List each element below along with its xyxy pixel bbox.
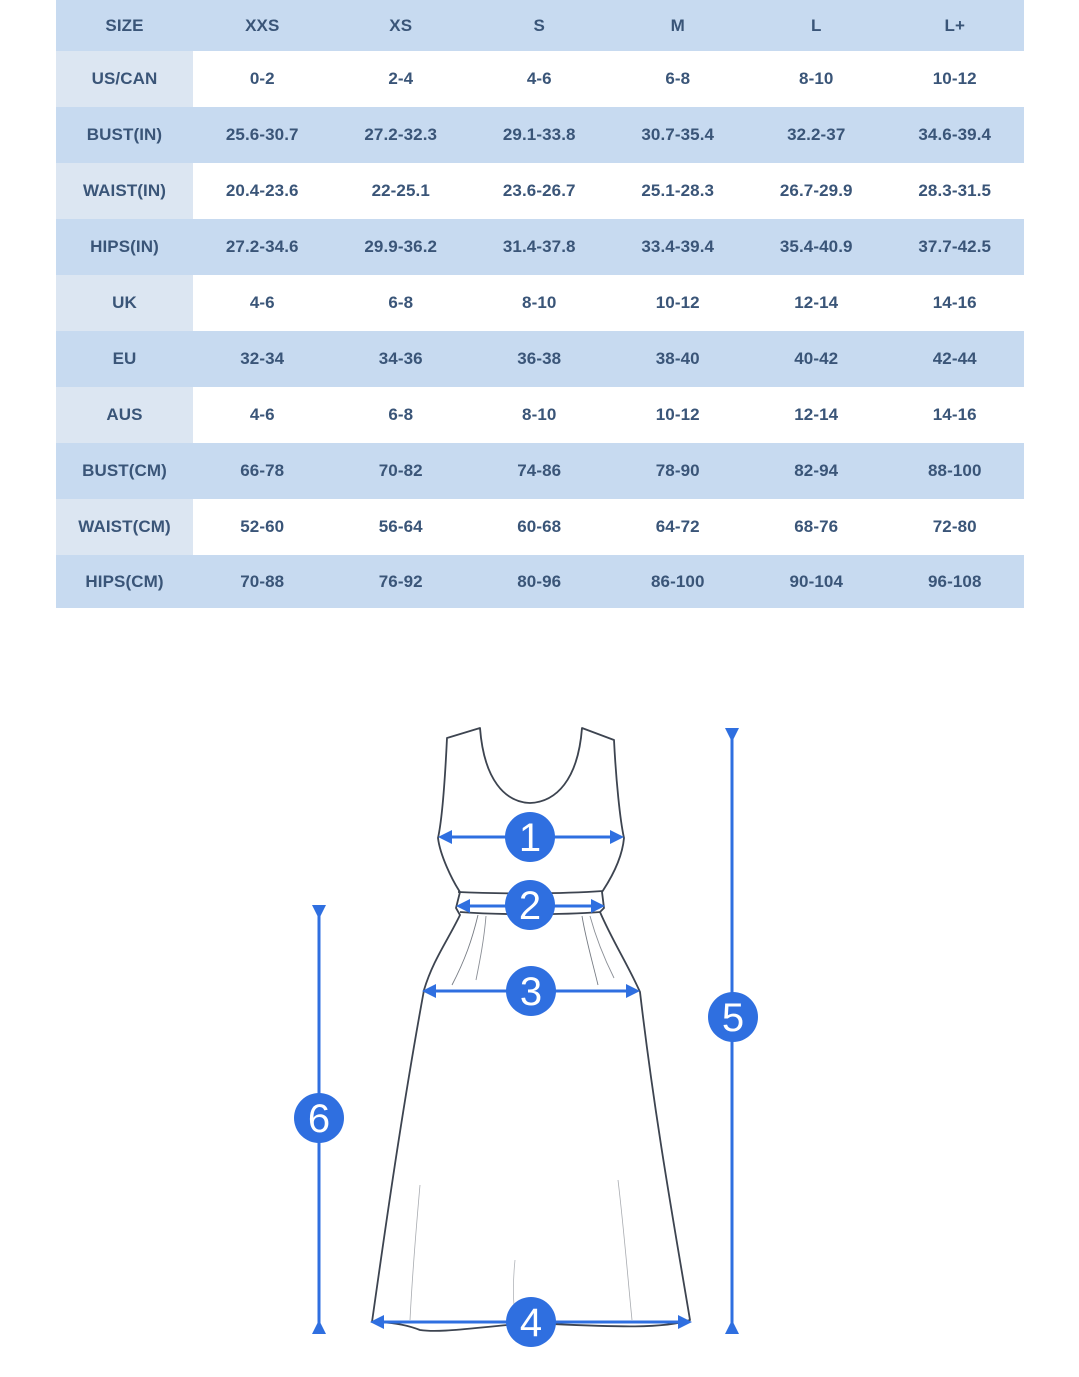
table-cell: 27.2-34.6 bbox=[193, 219, 332, 275]
row-label: HIPS(CM) bbox=[56, 555, 193, 608]
table-cell: 14-16 bbox=[886, 275, 1025, 331]
svg-text:5: 5 bbox=[721, 996, 745, 1040]
header-cell-l-plus: L+ bbox=[886, 0, 1025, 51]
table-cell: 14-16 bbox=[886, 387, 1025, 443]
table-row bbox=[56, 163, 1024, 219]
table-cell: 34.6-39.4 bbox=[886, 107, 1025, 163]
table-cell: 72-80 bbox=[886, 499, 1025, 555]
table-cell: 37.7-42.5 bbox=[886, 219, 1025, 275]
table-cell: 2-4 bbox=[332, 51, 471, 107]
table-cell: 82-94 bbox=[747, 443, 886, 499]
table-cell: 0-2 bbox=[193, 51, 332, 107]
dress-measurement-diagram bbox=[0, 640, 1079, 1377]
row-label: BUST(IN) bbox=[56, 107, 193, 163]
row-label: EU bbox=[56, 331, 193, 387]
table-cell: 25.1-28.3 bbox=[609, 163, 748, 219]
table-cell: 23.6-26.7 bbox=[470, 163, 609, 219]
svg-text:4: 4 bbox=[519, 1301, 543, 1345]
row-label: UK bbox=[56, 275, 193, 331]
size-table-body bbox=[56, 51, 1024, 608]
size-chart-table bbox=[56, 0, 1024, 608]
table-cell: 86-100 bbox=[609, 555, 748, 608]
table-cell: 56-64 bbox=[332, 499, 471, 555]
marker-6-badge bbox=[294, 1093, 344, 1143]
header-cell-xs: XS bbox=[332, 0, 471, 51]
table-row bbox=[56, 107, 1024, 163]
row-label: BUST(CM) bbox=[56, 443, 193, 499]
table-cell: 78-90 bbox=[609, 443, 748, 499]
table-row bbox=[56, 275, 1024, 331]
header-cell-size: SIZE bbox=[56, 0, 193, 51]
table-cell: 90-104 bbox=[747, 555, 886, 608]
table-cell: 10-12 bbox=[609, 275, 748, 331]
table-cell: 12-14 bbox=[747, 387, 886, 443]
table-cell: 31.4-37.8 bbox=[470, 219, 609, 275]
row-label: WAIST(CM) bbox=[56, 499, 193, 555]
table-cell: 8-10 bbox=[747, 51, 886, 107]
table-cell: 29.9-36.2 bbox=[332, 219, 471, 275]
header-cell-m: M bbox=[609, 0, 748, 51]
row-label: HIPS(IN) bbox=[56, 219, 193, 275]
svg-text:2: 2 bbox=[518, 884, 542, 928]
marker-4-badge bbox=[506, 1297, 556, 1347]
table-cell: 22-25.1 bbox=[332, 163, 471, 219]
table-cell: 28.3-31.5 bbox=[886, 163, 1025, 219]
table-cell: 6-8 bbox=[332, 387, 471, 443]
svg-text:6: 6 bbox=[307, 1097, 331, 1141]
marker-3-badge bbox=[506, 966, 556, 1016]
header-cell-l: L bbox=[747, 0, 886, 51]
table-cell: 32-34 bbox=[193, 331, 332, 387]
table-row bbox=[56, 331, 1024, 387]
svg-text:3: 3 bbox=[519, 970, 543, 1014]
table-cell: 8-10 bbox=[470, 275, 609, 331]
table-cell: 4-6 bbox=[193, 387, 332, 443]
header-cell-s: S bbox=[470, 0, 609, 51]
table-cell: 4-6 bbox=[470, 51, 609, 107]
row-label: AUS bbox=[56, 387, 193, 443]
table-cell: 64-72 bbox=[609, 499, 748, 555]
table-cell: 33.4-39.4 bbox=[609, 219, 748, 275]
marker-5-badge bbox=[708, 992, 758, 1042]
table-cell: 66-78 bbox=[193, 443, 332, 499]
table-cell: 27.2-32.3 bbox=[332, 107, 471, 163]
row-label: US/CAN bbox=[56, 51, 193, 107]
table-cell: 4-6 bbox=[193, 275, 332, 331]
svg-text:1: 1 bbox=[518, 816, 542, 860]
table-cell: 6-8 bbox=[609, 51, 748, 107]
table-cell: 68-76 bbox=[747, 499, 886, 555]
table-cell: 88-100 bbox=[886, 443, 1025, 499]
table-cell: 70-82 bbox=[332, 443, 471, 499]
size-header-row bbox=[56, 0, 1024, 51]
table-cell: 29.1-33.8 bbox=[470, 107, 609, 163]
marker-2-badge bbox=[505, 880, 555, 930]
table-row bbox=[56, 387, 1024, 443]
table-cell: 36-38 bbox=[470, 331, 609, 387]
table-cell: 80-96 bbox=[470, 555, 609, 608]
table-cell: 8-10 bbox=[470, 387, 609, 443]
table-cell: 30.7-35.4 bbox=[609, 107, 748, 163]
table-cell: 25.6-30.7 bbox=[193, 107, 332, 163]
table-cell: 96-108 bbox=[886, 555, 1025, 608]
table-cell: 74-86 bbox=[470, 443, 609, 499]
table-cell: 20.4-23.6 bbox=[193, 163, 332, 219]
table-cell: 34-36 bbox=[332, 331, 471, 387]
table-cell: 10-12 bbox=[886, 51, 1025, 107]
table-cell: 38-40 bbox=[609, 331, 748, 387]
table-cell: 52-60 bbox=[193, 499, 332, 555]
table-cell: 10-12 bbox=[609, 387, 748, 443]
row-label: WAIST(IN) bbox=[56, 163, 193, 219]
table-cell: 32.2-37 bbox=[747, 107, 886, 163]
table-cell: 6-8 bbox=[332, 275, 471, 331]
table-row bbox=[56, 499, 1024, 555]
header-cell-xxs: XXS bbox=[193, 0, 332, 51]
table-cell: 40-42 bbox=[747, 331, 886, 387]
table-cell: 42-44 bbox=[886, 331, 1025, 387]
table-row bbox=[56, 219, 1024, 275]
table-cell: 12-14 bbox=[747, 275, 886, 331]
table-row bbox=[56, 443, 1024, 499]
table-cell: 70-88 bbox=[193, 555, 332, 608]
marker-1-badge bbox=[505, 812, 555, 862]
table-cell: 35.4-40.9 bbox=[747, 219, 886, 275]
table-row bbox=[56, 555, 1024, 608]
table-cell: 26.7-29.9 bbox=[747, 163, 886, 219]
table-cell: 60-68 bbox=[470, 499, 609, 555]
table-cell: 76-92 bbox=[332, 555, 471, 608]
table-row bbox=[56, 51, 1024, 107]
